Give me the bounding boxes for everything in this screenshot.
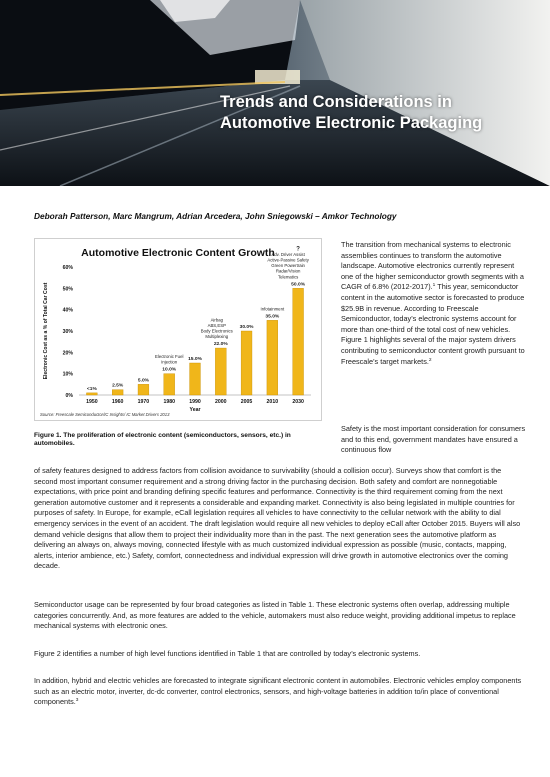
annotation-text: Green Powertrain <box>271 263 305 269</box>
chart-source: Source: Freescale Semiconductor/IC Insights/ IC Market Drivers 2013 <box>40 412 170 417</box>
x-tick-label: 1990 <box>189 399 201 405</box>
data-label: 15.0% <box>188 357 202 362</box>
x-tick-label: 2010 <box>266 399 279 405</box>
data-label: 35.0% <box>265 314 280 320</box>
annotation-text: Radar/Vision <box>275 268 301 274</box>
y-tick-label: 60% <box>62 265 73 271</box>
annotation-text: Active-Passive Safety <box>267 257 309 263</box>
y-tick-label: 0% <box>65 393 73 399</box>
annotation-text: Adv. Driver Assist <box>271 251 305 257</box>
y-tick-label: 20% <box>62 350 73 357</box>
bar-2005 <box>241 331 252 395</box>
safety-paragraph-start: Safety is the most important consideration for consumers and to this end, government mandates have ensured a continuous flow <box>341 424 526 455</box>
hybrid-vehicles-paragraph <box>34 676 526 708</box>
x-tick-label: 1970 <box>137 399 150 405</box>
bar-2030 <box>293 288 304 395</box>
data-label: 50.0% <box>291 282 306 288</box>
annotation-text: Injection <box>161 359 178 365</box>
bar-1960 <box>112 390 123 395</box>
reference-3: 3 <box>75 698 79 704</box>
authors-line: Deborah Patterson, Marc Mangrum, Adrian Arcedera, John Sniegowski – Amkor Technology <box>34 211 397 221</box>
bar-2000 <box>215 348 226 395</box>
safety-paragraph-continued: of safety features designed to address factors from collision avoidance to survivability (should a collision occur). Surveys show that comfort is the second most important consumer requirement and a strong driving factor in the purchasing decision. Both safety and comfort are nonnegotiable expectations, with price point and branding defining specific features and performance. Connectivity is the third requirement coming from the next generation automotive customer and it represents a considerable and expanding market. Connectivity is also being legislated in multiple countries for purposes of safety. In Europe, for example, eCall legislation requires all vehicles to have connectivity to the cellular network with the ability to dial emergency services in the event of an accident. The draft legislation would require all new vehicles to deploy eCall after October 2015. Buyers will also demand vehicle designs that allow them to project their individuality more than in the past. The next generation sees the automotive platform as delivering an always on, always moving, connected lifestyle with as much customized individual expression as possible (music, contacts, mapping, alerts, interior ambience, etc.) Safety, comfort, connectedness and individual expression will drive growth in automotive electronics over the coming decade. <box>34 466 521 571</box>
intro-text-1: The transition from mechanical systems to electronic assemblies continues to transform the automotive landscape. Automotive electronics currently represent one of the higher semiconductor growth segments with a CAGR of 6.8% (2012-2017). <box>341 240 524 292</box>
y-tick-label: 30% <box>62 329 73 335</box>
y-tick-label: 40% <box>62 307 73 314</box>
figure-2-paragraph: Figure 2 identifies a number of high level functions identified in Table 1 that are controlled by today’s electronic systems. <box>34 649 421 658</box>
chart-title: Automotive Electronic Content Growth <box>81 247 275 259</box>
data-label: 5.0% <box>137 378 150 384</box>
bar-1950 <box>86 393 97 395</box>
reference-1: 1 <box>432 283 436 289</box>
data-label: 22.0% <box>213 342 228 348</box>
y-tick-label: 10% <box>62 371 73 378</box>
x-tick-label: 1960 <box>111 399 124 405</box>
annotation-text: Electronic Fuel <box>155 354 184 360</box>
figure-1-caption: Figure 1. The proliferation of electronic content (semiconductors, sensors, etc.) in automobiles. <box>34 432 291 447</box>
intro-paragraph <box>341 240 527 367</box>
bar-1970 <box>138 384 149 395</box>
data-label: 2.5% <box>112 383 124 389</box>
x-tick-label: 2005 <box>240 399 253 405</box>
data-label: 30.0% <box>239 325 254 330</box>
intro-text-2: This year, semiconductor content in the automotive sector is forecasted to produce $25.9B in revenue. According to Freescale Semiconductor, today’s electronic systems account for more than one-third of the total cost of new vehicles. Figure 1 highlights several of the major system drivers contributing to semiconductor content growth pursuant to Freescale’s target markets. <box>341 282 525 366</box>
annotation-text: Body Electronics <box>200 328 233 334</box>
bar-2010 <box>267 320 278 395</box>
x-tick-label: 2030 <box>292 399 304 405</box>
content-growth-chart <box>35 239 321 420</box>
bar-1980 <box>164 374 175 395</box>
annotation-text: Multiplexing <box>205 334 229 340</box>
semiconductor-usage-paragraph: Semiconductor usage can be represented by four broad categories as listed in Table 1. These electronic systems often overlap, addressing multiple categories concurrently. And, as more features are added to the vehicle, automakers must also reduce weight, providing additional impetus to replace mechanical systems with electronic ones. <box>34 600 516 631</box>
y-tick-label: 50% <box>62 286 73 293</box>
annotation-text: Telematics <box>277 274 299 280</box>
x-tick-label: 2000 <box>215 399 227 405</box>
y-axis-label: Electronic Cost as a % of Total Car Cost <box>43 282 49 380</box>
bar-1990 <box>190 363 201 395</box>
title-line-2: Automotive Electronic Packaging <box>220 114 483 132</box>
title-line-1: Trends and Considerations in <box>220 93 452 111</box>
hybrid-vehicles-text: In addition, hybrid and electric vehicles are forecasted to integrate significant electronic content in automobiles. Electronic vehicles employ components such as an electric motor, inverter, dc-dc converter, control electronics, sensors, and high-voltage batteries in addition to/in place of conventional components. <box>34 676 522 707</box>
reference-2: 2 <box>428 357 432 363</box>
data-label: <1% <box>86 386 97 392</box>
annotation-text: ABS,ESP <box>207 322 226 328</box>
annotation-text: Infotainment <box>260 306 285 312</box>
header-banner <box>0 0 550 186</box>
annotation-text: Airbag <box>210 317 223 323</box>
x-tick-label: 1980 <box>163 399 175 405</box>
figure-1 <box>34 238 322 421</box>
x-tick-label: 1950 <box>86 399 98 405</box>
question-mark: ? <box>296 246 300 253</box>
x-axis-label: Year <box>189 407 201 413</box>
data-label: 10.0% <box>162 367 177 373</box>
article-title <box>220 92 540 134</box>
